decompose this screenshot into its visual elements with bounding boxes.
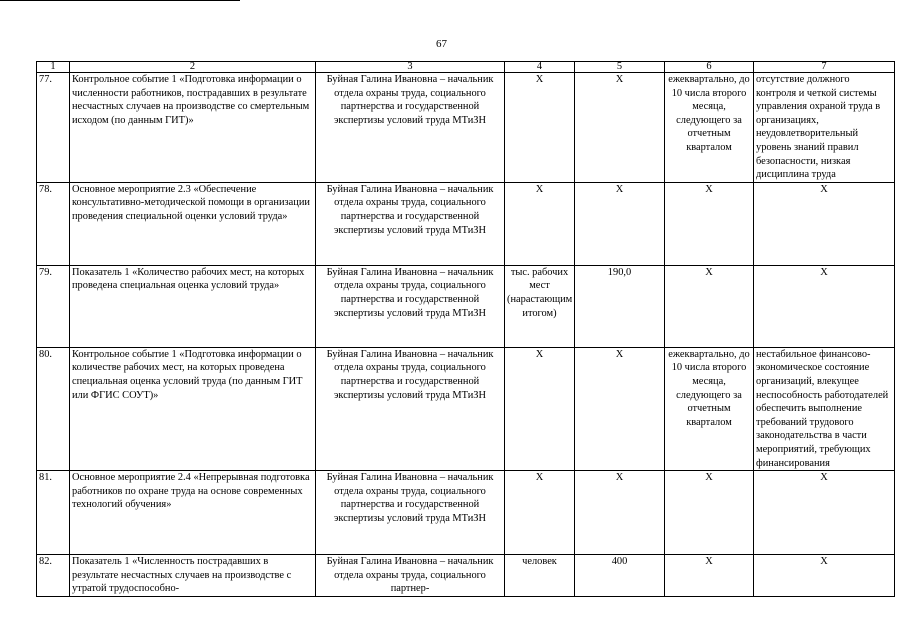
row-name: Показатель 1 «Численность пострадавших в результате несчастных случаев на производстве с утратой трудоспособно- bbox=[70, 555, 316, 597]
row-value: 400 bbox=[575, 555, 665, 597]
row-name: Контрольное событие 1 «Подготовка информации о численности работников, пострадавших в результате несчастных случаев на производстве со смертельным исходом (по данным ГИТ)» bbox=[70, 73, 316, 183]
row-deadline: Х bbox=[665, 265, 754, 347]
row-number: 79. bbox=[37, 265, 70, 347]
row-risk: Х bbox=[754, 555, 895, 597]
table-row bbox=[37, 73, 895, 183]
row-name: Основное мероприятие 2.3 «Обеспечение консультативно-методической помощи в организации проведения специальной оценки условий труда» bbox=[70, 182, 316, 265]
row-unit: Х bbox=[505, 73, 575, 183]
header-cell-6: 6 bbox=[665, 62, 754, 73]
row-responsible: Буйная Галина Ивановна – начальник отдела охраны труда, социального партнер- bbox=[316, 555, 505, 597]
header-cell-7: 7 bbox=[754, 62, 895, 73]
row-number: 81. bbox=[37, 471, 70, 555]
row-responsible: Буйная Галина Ивановна – начальник отдела охраны труда, социального партнерства и государственной экспертизы условий труда МТиЗН bbox=[316, 73, 505, 183]
table-row bbox=[37, 471, 895, 555]
row-number: 78. bbox=[37, 182, 70, 265]
row-risk: Х bbox=[754, 265, 895, 347]
header-cell-3: 3 bbox=[316, 62, 505, 73]
table-row bbox=[37, 347, 895, 470]
row-responsible: Буйная Галина Ивановна – начальник отдела охраны труда, социального партнерства и государственной экспертизы условий труда МТиЗН bbox=[316, 347, 505, 470]
table-row bbox=[37, 182, 895, 265]
row-deadline: ежеквартально, до 10 числа второго месяца, следующего за отчетным кварталом bbox=[665, 347, 754, 470]
row-number: 77. bbox=[37, 73, 70, 183]
row-deadline: Х bbox=[665, 182, 754, 265]
row-deadline: Х bbox=[665, 555, 754, 597]
row-responsible: Буйная Галина Ивановна – начальник отдела охраны труда, социального партнерства и государственной экспертизы условий труда МТиЗН bbox=[316, 182, 505, 265]
row-risk: Х bbox=[754, 471, 895, 555]
table-row bbox=[37, 555, 895, 597]
header-row bbox=[37, 62, 895, 73]
row-unit: тыс. рабочих мест (нарастающим итогом) bbox=[505, 265, 575, 347]
header-cell-4: 4 bbox=[505, 62, 575, 73]
row-name: Контрольное событие 1 «Подготовка информации о количестве рабочих мест, на которых проведена специальная оценка условий труда (по данным ГИТ или ФГИС СОУТ)» bbox=[70, 347, 316, 470]
row-responsible: Буйная Галина Ивановна – начальник отдела охраны труда, социального партнерства и государственной экспертизы условий труда МТиЗН bbox=[316, 265, 505, 347]
top-rule bbox=[0, 0, 240, 1]
row-number: 82. bbox=[37, 555, 70, 597]
row-risk: отсутствие должного контроля и четкой системы управления охраной труда в организациях, неудовлетворительный уровень знаний правил безопасности, низкая дисциплина труда bbox=[754, 73, 895, 183]
header-cell-2: 2 bbox=[70, 62, 316, 73]
header-cell-1: 1 bbox=[37, 62, 70, 73]
row-deadline: Х bbox=[665, 471, 754, 555]
row-value: Х bbox=[575, 73, 665, 183]
row-risk: нестабильное финансово-экономическое состояние организаций, влекущее неспособность работодателей обеспечить выполнение требований трудового законодательства в части мероприятий, требующих финансирования bbox=[754, 347, 895, 470]
row-unit: Х bbox=[505, 347, 575, 470]
row-value: Х bbox=[575, 471, 665, 555]
row-name: Показатель 1 «Количество рабочих мест, на которых проведена специальная оценка условий труда» bbox=[70, 265, 316, 347]
program-table bbox=[36, 61, 895, 597]
table-row bbox=[37, 265, 895, 347]
page-number: 67 bbox=[436, 38, 447, 50]
row-deadline: ежеквартально, до 10 числа второго месяца, следующего за отчетным кварталом bbox=[665, 73, 754, 183]
row-value: Х bbox=[575, 347, 665, 470]
row-risk: Х bbox=[754, 182, 895, 265]
row-value: 190,0 bbox=[575, 265, 665, 347]
row-unit: человек bbox=[505, 555, 575, 597]
row-number: 80. bbox=[37, 347, 70, 470]
header-cell-5: 5 bbox=[575, 62, 665, 73]
row-name: Основное мероприятие 2.4 «Непрерывная подготовка работников по охране труда на основе современных технологий обучения» bbox=[70, 471, 316, 555]
row-responsible: Буйная Галина Ивановна – начальник отдела охраны труда, социального партнерства и государственной экспертизы условий труда МТиЗН bbox=[316, 471, 505, 555]
row-unit: Х bbox=[505, 182, 575, 265]
row-unit: Х bbox=[505, 471, 575, 555]
row-value: Х bbox=[575, 182, 665, 265]
